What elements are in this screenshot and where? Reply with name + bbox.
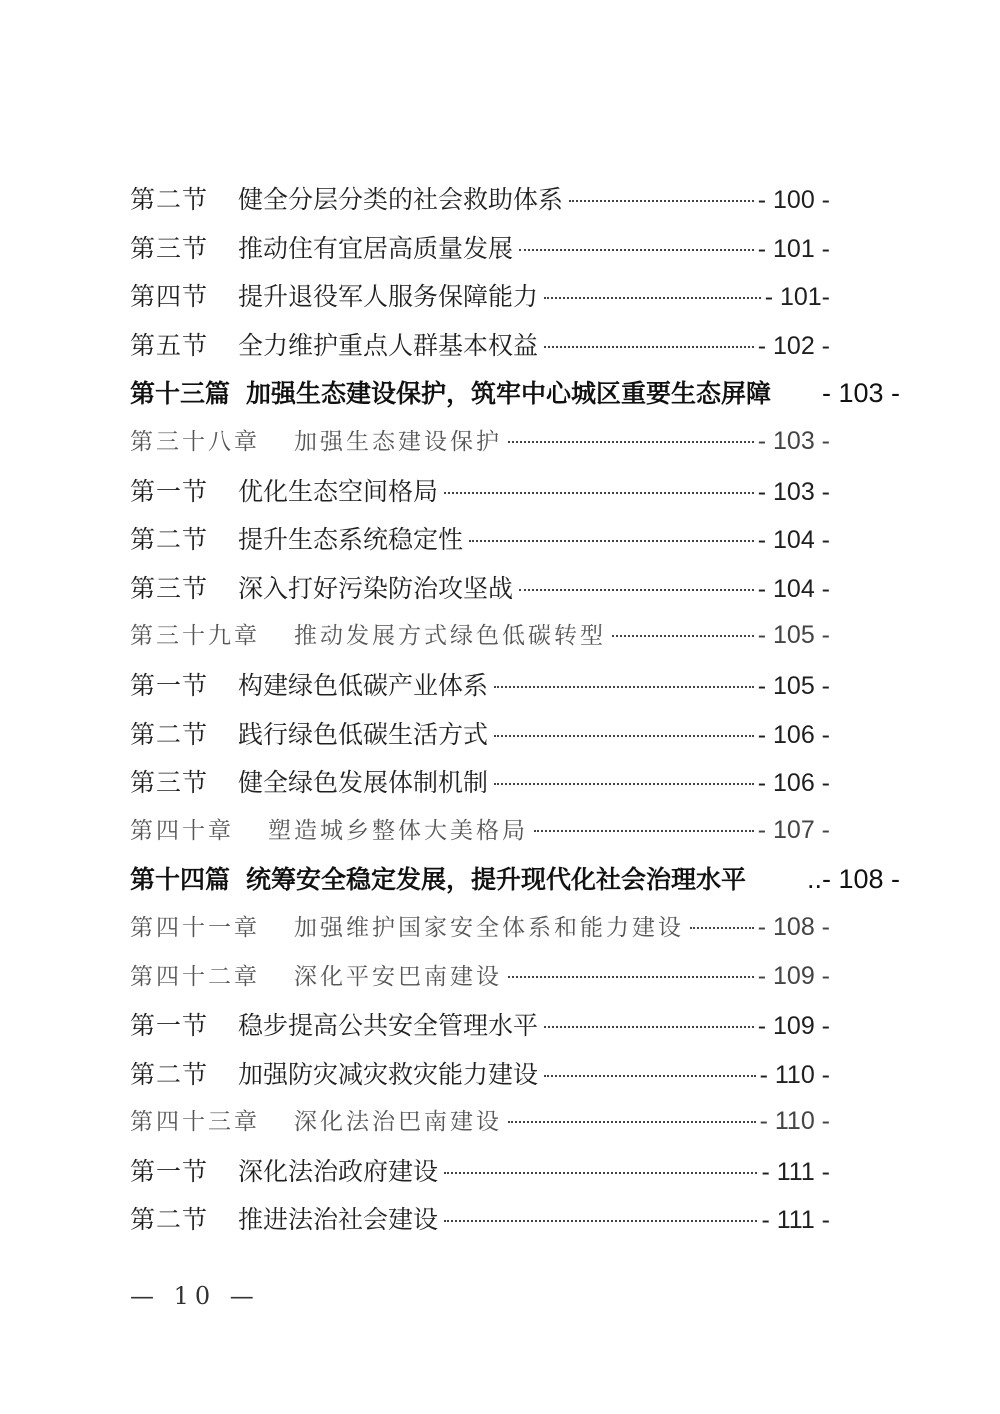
toc-entry-title: 加强防灾减灾救灾能力建设 [238, 1059, 539, 1089]
toc-entry-part[interactable] [130, 374, 900, 423]
toc-entry-title: 深入打好污染防治攻坚战 [238, 573, 514, 603]
toc-entry-chapter[interactable] [130, 423, 830, 472]
toc-entry-page: - 110 - [759, 1060, 830, 1089]
toc-entry-title: 提升退役军人服务保障能力 [238, 282, 539, 312]
toc-entry-label: 第三节 [130, 233, 209, 263]
toc-entry-title: 全力维护重点人群基本权益 [238, 330, 539, 360]
toc-dot-leader [444, 1220, 757, 1222]
toc-entry-title: 稳步提高公共安全管理水平 [238, 1011, 539, 1041]
toc-entry-title: 健全绿色发展体制机制 [238, 768, 489, 798]
toc-entry-title: 推动发展方式绿色低碳转型 [294, 623, 606, 650]
toc-entry-label: 第一节 [130, 670, 209, 700]
toc-entry-title: 加强生态建设保护 [294, 428, 502, 455]
toc-dot-leader [569, 200, 754, 202]
toc-entry-section[interactable] [130, 569, 830, 618]
toc-entry-page: - 100 - [757, 186, 830, 214]
toc-entry-title: 统筹安全稳定发展，提升现代化社会治理水平 [246, 865, 747, 895]
toc-entry-label: 第三十八章 [130, 428, 260, 455]
toc-dot-leader [519, 589, 754, 591]
toc-entry-chapter[interactable] [130, 958, 830, 1007]
toc-dot-leader [544, 1075, 756, 1077]
toc-entry-label: 第十三篇 [130, 379, 231, 409]
toc-entry-label: 第一节 [130, 476, 209, 506]
toc-dot-leader [494, 686, 754, 688]
toc-entry-page: - 101 - [757, 234, 830, 263]
toc-entry-section[interactable] [130, 1006, 830, 1055]
toc-entry-page: - 111 - [761, 1206, 830, 1235]
toc-entry-title: 推进法治社会建设 [238, 1205, 439, 1235]
toc-entry-label: 第五节 [130, 330, 209, 360]
toc-entry-page: - 106 - [757, 769, 830, 798]
toc-entry-section[interactable] [130, 715, 830, 764]
toc-entry-page: - 103 - [821, 378, 900, 409]
toc-entry-page: - 104 - [757, 526, 830, 555]
toc-entry-label: 第四十三章 [130, 1109, 260, 1136]
toc-entry-page: - 110 - [759, 1107, 830, 1136]
toc-entry-section[interactable] [130, 1200, 830, 1249]
toc-entry-label: 第二节 [130, 185, 209, 214]
toc-entry-label: 第四十章 [130, 817, 234, 844]
toc-dot-leader [508, 976, 754, 978]
toc-entry-page: - 109 - [757, 961, 830, 990]
toc-entry-page: - 108 - [757, 912, 830, 941]
toc-entry-title: 塑造城乡整体大美格局 [268, 817, 528, 844]
toc-entry-title: 健全分层分类的社会救助体系 [238, 185, 564, 214]
toc-dot-leader [469, 540, 754, 542]
toc-entry-page: - 104 - [757, 574, 830, 603]
toc-entry-label: 第一节 [130, 1011, 209, 1041]
toc-entry-label: 第二节 [130, 1205, 209, 1235]
toc-dot-leader [544, 346, 754, 348]
toc-entry-page: - 111 - [761, 1157, 830, 1186]
toc-entry-label: 第二节 [130, 719, 209, 749]
toc-dot-leader [444, 492, 754, 494]
toc-entry-chapter[interactable] [130, 812, 830, 861]
toc-entry-label: 第一节 [130, 1156, 209, 1186]
toc-entry-page: - 102 - [757, 331, 830, 360]
page-number: — 10 — [130, 1282, 260, 1310]
toc-entry-page: - 105 - [757, 671, 830, 700]
toc-dot-leader [508, 1121, 756, 1123]
toc-entry-page: - 109 - [757, 1012, 830, 1041]
toc-entry-section[interactable] [130, 666, 830, 715]
toc-entry-label: 第二节 [130, 1059, 209, 1089]
toc-entry-title: 提升生态系统稳定性 [238, 525, 464, 555]
toc-entry-title: 构建绿色低碳产业体系 [238, 670, 489, 700]
toc-entry-label: 第四十一章 [130, 914, 260, 941]
toc-entry-section[interactable] [130, 520, 830, 569]
toc-dot-leader [444, 1172, 757, 1174]
toc-entry-part[interactable] [130, 860, 900, 909]
toc-entry-page: ..- 108 - [806, 864, 900, 895]
toc-entry-page: - 105 - [757, 621, 830, 650]
toc-dot-leader [612, 635, 754, 637]
toc-entry-title: 践行绿色低碳生活方式 [238, 719, 489, 749]
toc-entry-page: - 106 - [757, 720, 830, 749]
toc-dot-leader [544, 1026, 754, 1028]
toc-entry-section[interactable] [130, 763, 830, 812]
toc-entry-title: 加强生态建设保护，筑牢中心城区重要生态屏障 [246, 379, 772, 409]
toc-entry-section[interactable] [130, 472, 830, 521]
toc-entry-label: 第四节 [130, 282, 209, 312]
toc-entry-section[interactable] [130, 326, 830, 375]
toc-entry-page: - 103 - [757, 477, 830, 506]
table-of-contents [130, 180, 900, 1249]
toc-entry-chapter[interactable] [130, 617, 830, 666]
toc-entry-section[interactable] [130, 1152, 830, 1201]
toc-entry-label: 第三节 [130, 573, 209, 603]
toc-entry-chapter[interactable] [130, 909, 830, 958]
toc-entry-section[interactable] [130, 229, 830, 278]
toc-entry-title: 深化平安巴南建设 [294, 963, 502, 990]
toc-entry-title: 深化法治政府建设 [238, 1156, 439, 1186]
toc-entry-title: 深化法治巴南建设 [294, 1109, 502, 1136]
toc-entry-page: - 101- [764, 283, 830, 312]
toc-entry-section[interactable] [130, 180, 830, 229]
toc-dot-leader [494, 735, 754, 737]
toc-entry-label: 第三十九章 [130, 623, 260, 650]
toc-entry-section[interactable] [130, 277, 830, 326]
toc-entry-label: 第二节 [130, 525, 209, 555]
toc-entry-page: - 107 - [757, 815, 830, 844]
toc-entry-label: 第四十二章 [130, 963, 260, 990]
toc-entry-section[interactable] [130, 1055, 830, 1104]
toc-dot-leader [519, 249, 754, 251]
toc-dot-leader [534, 830, 754, 832]
toc-entry-title: 优化生态空间格局 [238, 476, 439, 506]
toc-dot-leader [508, 441, 754, 443]
toc-entry-label: 第十四篇 [130, 865, 231, 895]
toc-entry-chapter[interactable] [130, 1103, 830, 1152]
toc-entry-title: 加强维护国家安全体系和能力建设 [294, 914, 684, 941]
toc-dot-leader [494, 783, 754, 785]
toc-entry-title: 推动住有宜居高质量发展 [238, 233, 514, 263]
toc-dot-leader [544, 297, 761, 299]
toc-entry-label: 第三节 [130, 768, 209, 798]
toc-dot-leader [690, 927, 754, 929]
toc-entry-page: - 103 - [757, 426, 830, 455]
